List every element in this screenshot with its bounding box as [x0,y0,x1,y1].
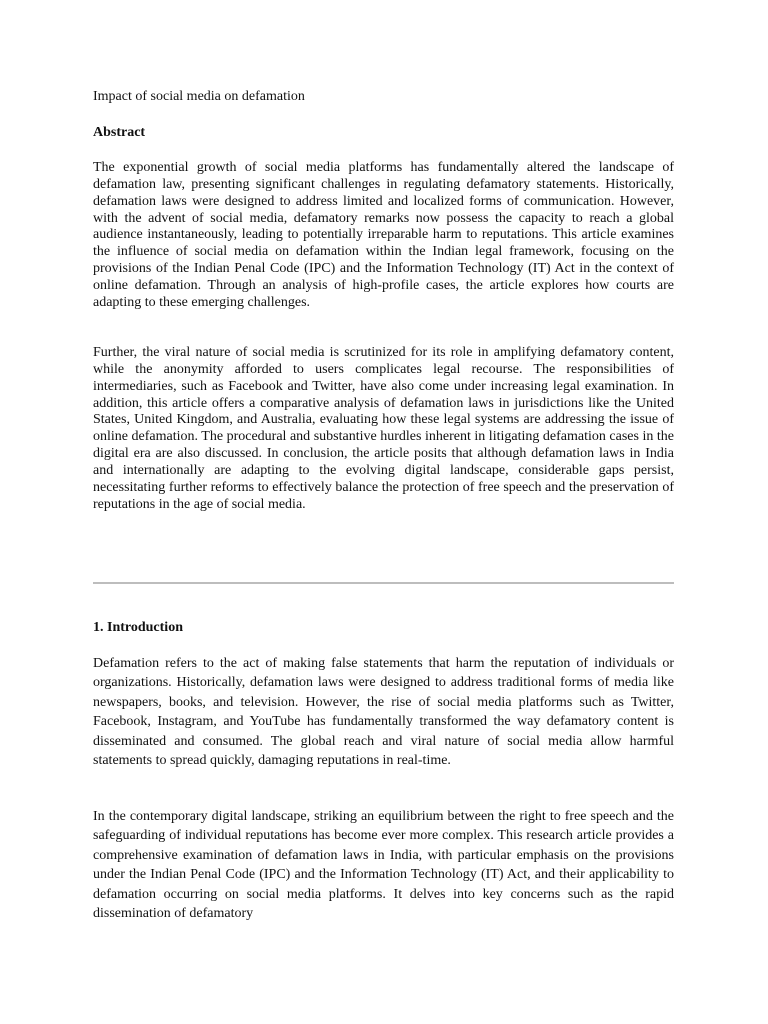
introduction-paragraph-1: Defamation refers to the act of making false statements that harm the reputation of individuals or organizations. Historically, defamation laws were designed to address traditional forms of media like newspapers, books, and television. However, the rise of social media platforms such as Twitter, Facebook, Instagram, and YouTube has fundamentally transformed the way defamatory content is disseminated and consumed. The global reach and viral nature of social media allow harmful statements to spread quickly, damaging reputations in real-time. [93,656,674,769]
introduction-paragraph-2: In the contemporary digital landscape, striking an equilibrium between the right to free speech and the safeguarding of individual reputations has become ever more complex. This research article provides a comprehensive examination of defamation laws in India, with particular emphasis on the provisions under the Indian Penal Code (IPC) and the Information Technology (IT) Act, and their applicability to defamation occurring on social media platforms. It delves into key concerns such as the rapid dissemination of defamatory [93,809,674,922]
introduction-heading: 1. Introduction [93,620,183,635]
section-divider [93,582,674,584]
abstract-paragraph-2: Further, the viral nature of social media is scrutinized for its role in amplifying defamatory content, while the anonymity afforded to users complicates legal recourse. The responsibilities of intermediaries, such as Facebook and Twitter, have also come under increasing legal examination. In addition, this article offers a comparative analysis of defamation laws in jurisdictions like the United States, United Kingdom, and Australia, evaluating how these legal systems are addressing the issue of online defamation. The procedural and substantive hurdles inherent in litigating defamation cases in the digital era are also discussed. In conclusion, the article posits that although defamation laws in India and internationally are adapting to the evolving digital landscape, considerable gaps persist, necessitating further reforms to effectively balance the protection of free speech and the preservation of reputations in the age of social media. [93,345,674,512]
abstract-paragraph-1: The exponential growth of social media platforms has fundamentally altered the landscape of defamation law, presenting significant challenges in regulating defamatory statements. Historically, defamation laws were designed to address limited and localized forms of communication. However, with the advent of social media, defamatory remarks now possess the capacity to reach a global audience instantaneously, leading to potentially irreparable harm to reputations. This article examines the influence of social media on defamation within the Indian legal framework, focusing on the provisions of the Indian Penal Code (IPC) and the Information Technology (IT) Act in the context of online defamation. Through an analysis of high-profile cases, the article explores how courts are adapting to these emerging challenges. [93,160,674,310]
abstract-heading: Abstract [93,125,146,140]
document-title: Impact of social media on defamation [93,89,305,104]
